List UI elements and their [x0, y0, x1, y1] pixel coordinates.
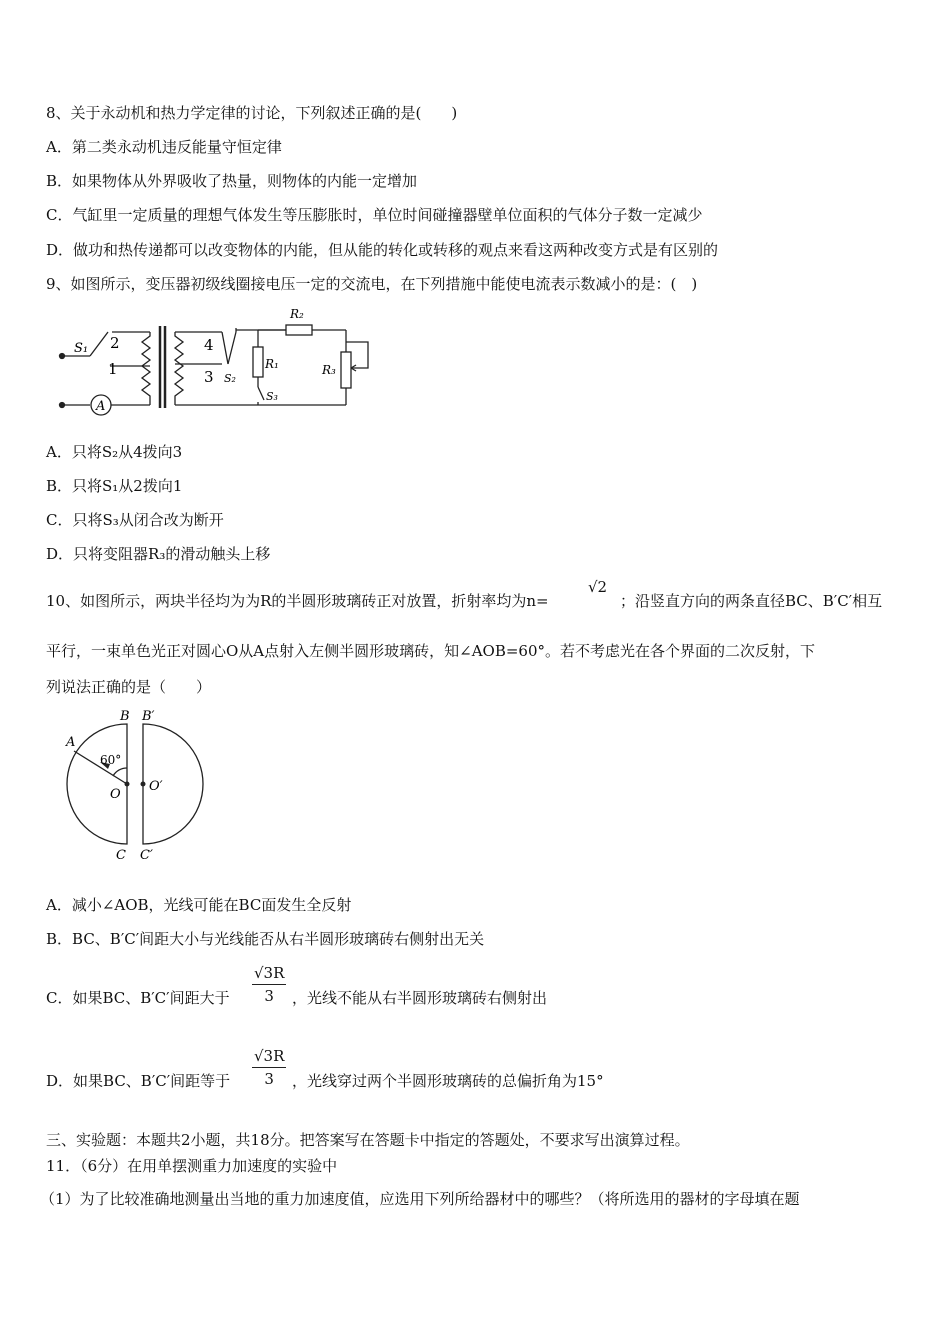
q10-option-c-suffix: ，光线不能从右半圆形玻璃砖右侧射出: [292, 989, 548, 1007]
label-r3: R₃: [322, 363, 336, 377]
q8-option-d: D．做功和热传递都可以改变物体的内能，但从能的转化或转移的观点来看这两种改变方式是有区别的: [46, 241, 719, 259]
q9-option-d: D．只将变阻器R₃的滑动触头上移: [46, 545, 271, 563]
label-o: O: [110, 787, 121, 802]
fraction-denominator: 3: [264, 987, 274, 1005]
q10-option-d-suffix: ，光线穿过两个半圆形玻璃砖的总偏折角为15°: [292, 1072, 604, 1090]
label-pos4: 4: [204, 336, 214, 354]
label-s2: S₂: [224, 372, 236, 385]
label-angle-60: 60°: [100, 753, 122, 767]
label-c: C: [116, 848, 126, 863]
label-b-prime: B′: [142, 709, 155, 724]
label-a: A: [66, 735, 76, 750]
label-pos2: 2: [110, 334, 120, 352]
fraction-numerator: √3R: [252, 1047, 286, 1068]
q10-option-b: B．BC、B′C′间距大小与光线能否从右半圆形玻璃砖右侧射出无关: [46, 930, 485, 948]
ammeter-icon: A: [96, 399, 106, 414]
section3-header: 三、实验题：本题共2小题，共18分。把答案写在答题卡中指定的答题处，不要求写出演算过程。: [46, 1131, 690, 1149]
label-c-prime: C′: [140, 848, 153, 863]
q10-semicircle-glass-figure: [56, 706, 216, 866]
q8-option-a: A．第二类永动机违反能量守恒定律: [46, 138, 282, 156]
label-pos1: 1: [108, 360, 118, 378]
q8-option-c: C．气缸里一定质量的理想气体发生等压膨胀时，单位时间碰撞器壁单位面积的气体分子数一定减少: [46, 206, 703, 224]
q10-stem-line2: 平行，一束单色光正对圆心O从A点射入左侧半圆形玻璃砖，知∠AOB=60°。若不考虑光在各个界面的二次反射，下: [46, 642, 816, 660]
label-s1: S₁: [74, 341, 89, 356]
label-r1: R₁: [265, 357, 279, 371]
q10-stem-part2: ；沿竖直方向的两条直径BC、B′C′相互: [620, 592, 883, 610]
q8-option-b: B．如果物体从外界吸收了热量，则物体的内能一定增加: [46, 172, 418, 190]
q10-sqrt2: √2: [588, 578, 608, 596]
q9-option-a: A．只将S₂从4拨向3: [46, 443, 183, 461]
q10-option-d-prefix: D．如果BC、B′C′间距等于: [46, 1072, 231, 1090]
q11-part1: （1）为了比较准确地测量出当地的重力加速度值，应选用下列所给器材中的哪些？（将所选用的器材的字母填在题: [40, 1190, 800, 1208]
label-pos3: 3: [204, 368, 214, 386]
q10-option-d-fraction: [252, 1047, 286, 1088]
q9-option-c: C．只将S₃从闭合改为断开: [46, 511, 224, 529]
label-r2: R₂: [290, 307, 304, 321]
q10-stem-line3: 列说法正确的是（ ）: [46, 678, 212, 696]
q8-stem: 8、关于永动机和热力学定律的讨论，下列叙述正确的是( ): [46, 104, 458, 122]
q10-option-a: A．减小∠AOB，光线可能在BC面发生全反射: [46, 896, 352, 914]
q10-stem-part1: 10、如图所示，两块半径均为为R的半圆形玻璃砖正对放置，折射率均为n=: [46, 592, 549, 610]
q9-transformer-circuit-figure: [50, 302, 380, 417]
label-b: B: [120, 709, 130, 724]
q11-stem: 11．（6分）在用单摆测重力加速度的实验中: [46, 1157, 338, 1175]
fraction-denominator: 3: [264, 1070, 274, 1088]
q9-stem: 9、如图所示，变压器初级线圈接电压一定的交流电，在下列措施中能使电流表示数减小的是：( ): [46, 275, 698, 293]
label-s3: S₃: [266, 390, 278, 403]
q10-option-c-prefix: C．如果BC、B′C′间距大于: [46, 989, 230, 1007]
fraction-numerator: √3R: [252, 964, 286, 985]
q9-option-b: B．只将S₁从2拨向1: [46, 477, 183, 495]
q10-option-c-fraction: [252, 964, 286, 1005]
label-o-prime: O′: [149, 779, 163, 794]
